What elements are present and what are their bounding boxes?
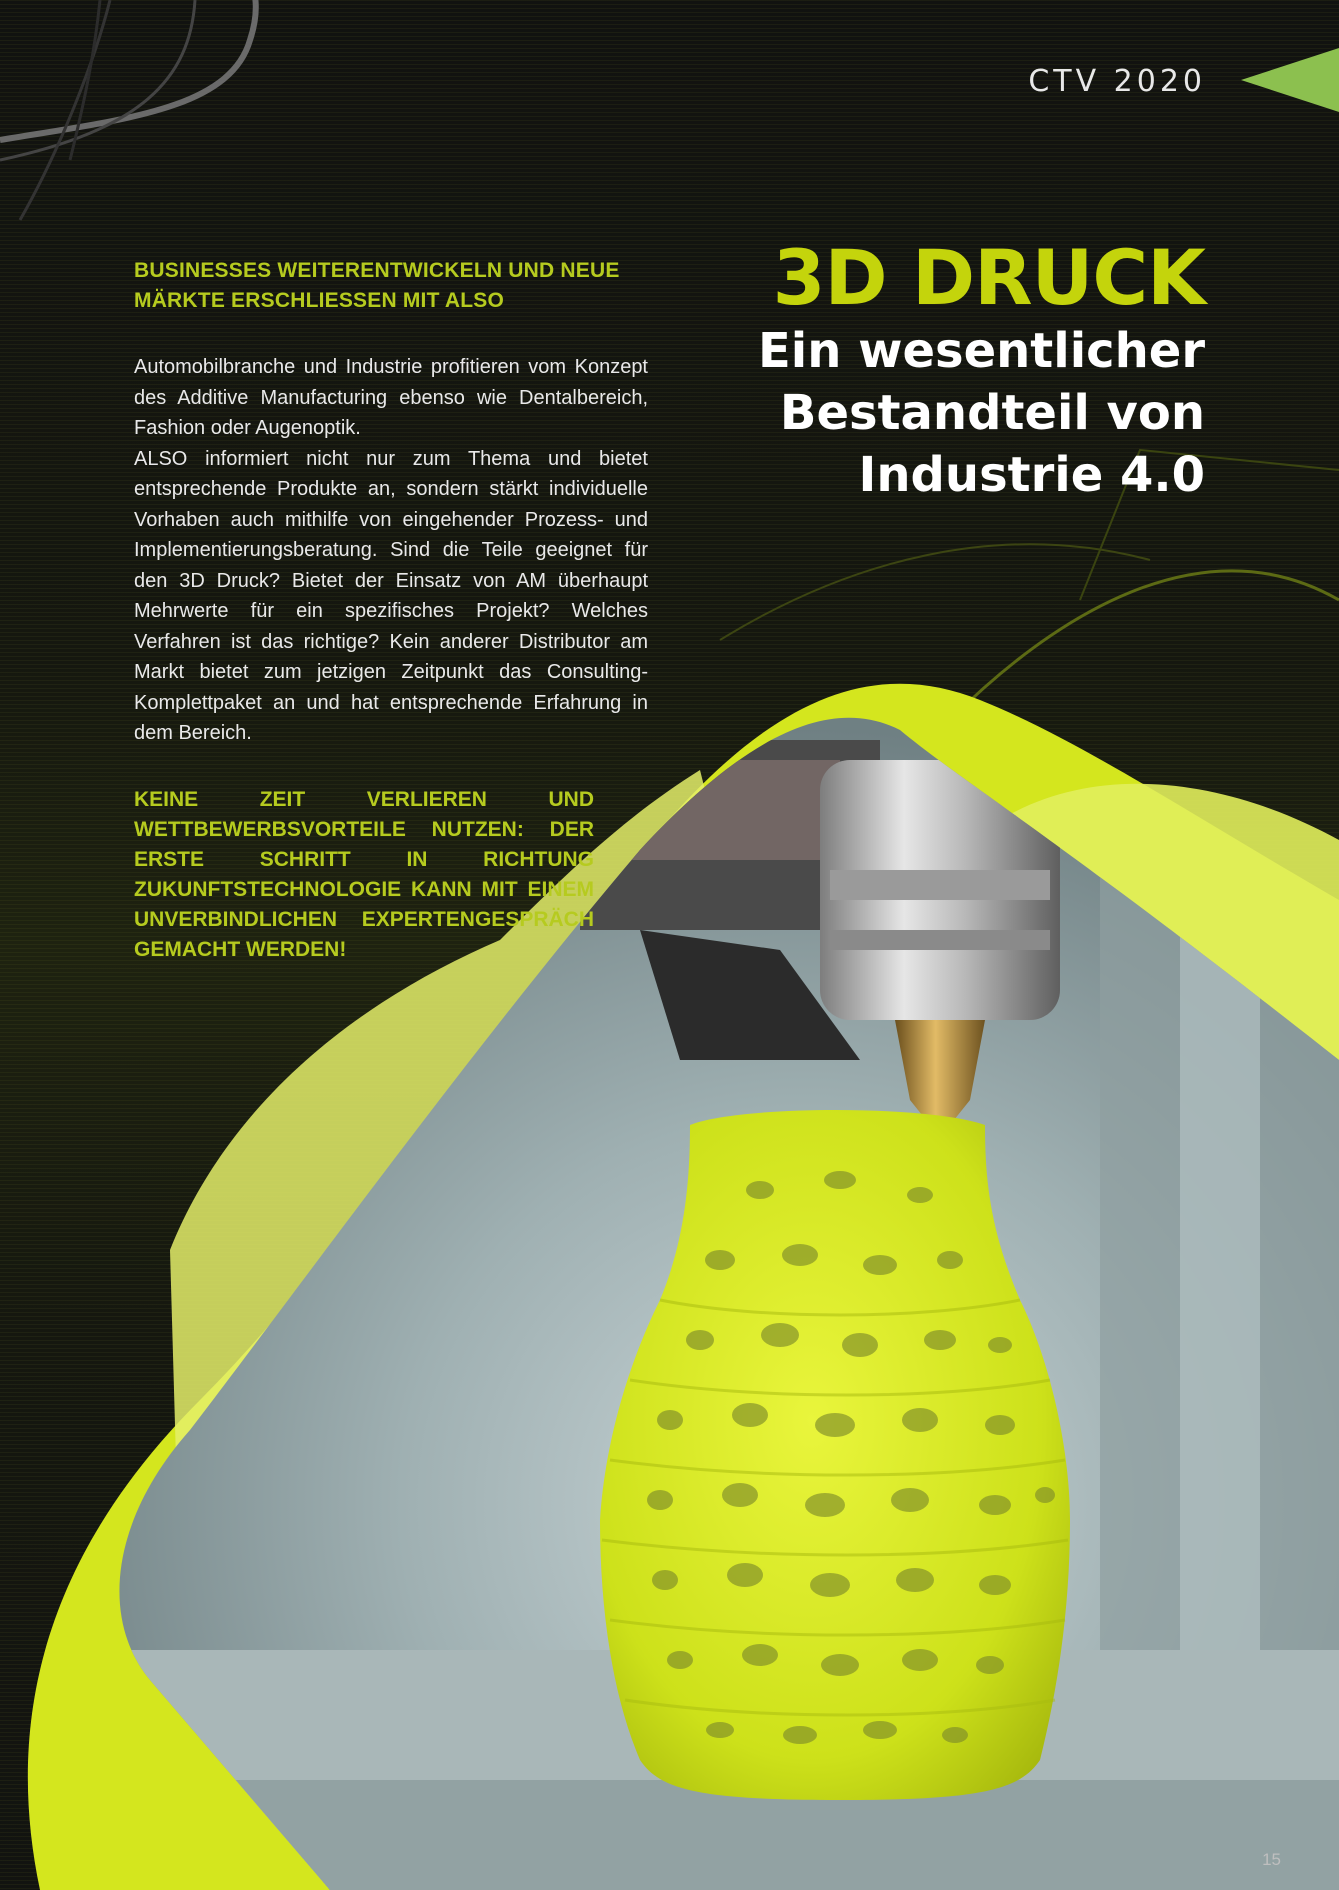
article-left-column <box>134 256 648 965</box>
issue-label: CTV 2020 <box>1028 64 1206 99</box>
body-paragraph: ALSO informiert nicht nur zum Thema und bietet entsprechende Produkte an, sondern stärkt individuelle Vorhaben auch mithilfe von eingehender Prozess- und Implementierungsberatung. Sind die Teile geeignet für den 3D Druck? Bietet der Einsatz von AM überhaupt Mehrwerte für ein spezifisches Projekt? Welches Verfahren ist das richtige? Kein anderer Distributor am Markt bietet zum jetzigen Zeitpunkt das Consulting-Komplettpaket an und hat entsprechende Erfahrung in dem Bereich. <box>134 447 648 744</box>
call-to-action-headline: KEINE ZEIT VERLIEREN UND WETTBEWERBSVORTEILE NUTZEN: DER ERSTE SCHRITT IN RICHTUNG ZUKUNFTSTECHNOLOGIE KANN MIT EINEM UNVERBINDLICHEN EXPERTENGESPRÄCH GEMACHT WERDEN! <box>134 787 594 961</box>
section-headline: BUSINESSES WEITERENTWICKELN UND NEUE MÄRKTE ERSCHLIESSEN MIT ALSO <box>134 259 620 312</box>
page-number: 15 <box>1262 1850 1281 1869</box>
article-body <box>134 352 648 749</box>
article-title: 3D DRUCK <box>772 233 1205 322</box>
article-subtitle-line: Ein wesentlicher <box>757 323 1205 379</box>
article-subtitle-line: Industrie 4.0 <box>858 447 1205 503</box>
article-title-block <box>757 233 1205 506</box>
article-subtitle-line: Bestandteil von <box>779 385 1205 441</box>
body-paragraph: Automobilbranche und Industrie profitieren vom Konzept des Additive Manufacturing ebenso wie Dentalbereich, Fashion oder Augenoptik. <box>134 356 648 439</box>
header-arrow-icon <box>1241 48 1339 112</box>
